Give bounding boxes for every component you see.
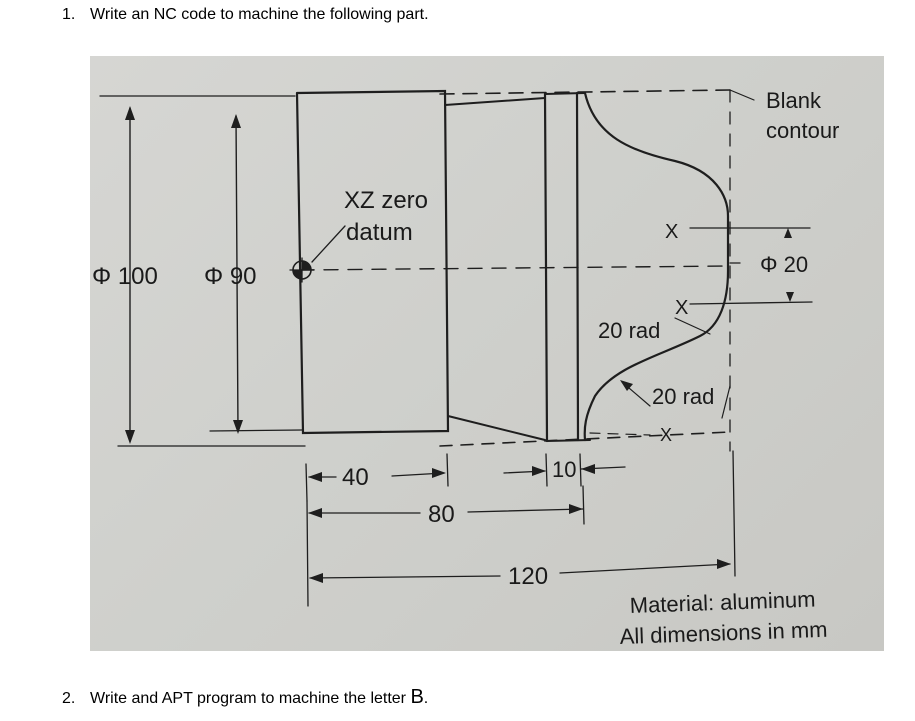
dia-100-arrow-top: [125, 106, 135, 120]
question-2-text: Write and APT program to machine the letter: [90, 690, 411, 707]
dia-20-arrow-bottom: [786, 292, 794, 302]
dim-120-ext-left: [307, 501, 308, 606]
dim-10-label: 10: [552, 457, 577, 482]
question-1-number: 1.: [62, 6, 76, 23]
rad-upper-label: 20 rad: [598, 318, 661, 343]
dim-40-arrow-left: [308, 472, 322, 482]
collar-right-edge: [577, 93, 578, 440]
x-mark-lower: X: [675, 297, 689, 319]
blank-contour-leader: [730, 90, 754, 100]
question-2-number: 2.: [62, 690, 76, 707]
dim-80-arrow-right: [569, 504, 583, 514]
dim-40-label: 40: [342, 464, 369, 491]
xz-datum-label-2: datum: [346, 219, 413, 246]
dia-90-extension: [210, 430, 302, 431]
collar-top-edge: [545, 93, 585, 94]
dim-40-ext-left: [306, 464, 307, 501]
x-mark-upper: X: [665, 221, 679, 243]
collar-bottom-edge: [547, 440, 590, 441]
dim-120-ext-right: [733, 451, 735, 576]
dia-100-arrow-bottom: [125, 430, 135, 444]
rad-upper-leader: [675, 318, 710, 334]
question-1: [62, 6, 429, 24]
question-2-end: .: [423, 690, 429, 707]
material-note: Material: aluminum: [629, 586, 816, 618]
question-2-letter: B: [410, 686, 424, 708]
question-2: [62, 686, 428, 709]
dim-120-arrow-right: [717, 559, 731, 569]
dim-80-arrow-left: [308, 508, 322, 518]
centre-line: [300, 266, 730, 270]
taper-bottom-edge: [448, 416, 545, 440]
dia-90-arrow-top: [231, 114, 241, 128]
dim-40-arrow-right: [432, 468, 446, 478]
blank-contour-label-1: Blank: [766, 88, 822, 113]
dim-10-arrow-left: [532, 466, 546, 476]
blank-contour-label-2: contour: [766, 118, 840, 143]
dim-10-arrow-right: [581, 464, 595, 474]
question-1-text: Write an NC code to machine the following part.: [90, 6, 429, 23]
dia-100-label: Φ 100: [92, 263, 158, 290]
dia-20-bottom-extension: [690, 302, 812, 304]
x-mark-bottom: X: [660, 425, 673, 445]
part-drawing-photo: [90, 56, 884, 651]
units-note: All dimensions in mm: [619, 616, 828, 649]
datum-leader-line: [312, 226, 345, 262]
dim-120-label: 120: [508, 563, 549, 590]
xz-datum-label-1: XZ zero: [344, 187, 429, 214]
rad-lower-label: 20 rad: [652, 384, 715, 409]
dia-90-arrow-bottom: [233, 420, 243, 434]
dim-120-arrow-left: [309, 573, 323, 583]
dia-20-label: Φ 20: [760, 252, 809, 277]
dia-90-label: Φ 90: [204, 263, 257, 290]
part-cylinder-outline: [297, 91, 448, 433]
dim-80-label: 80: [428, 501, 455, 528]
dim-40-ext-right: [447, 454, 448, 486]
dia-20-arrow-top: [784, 228, 792, 238]
taper-top-edge: [445, 98, 545, 105]
